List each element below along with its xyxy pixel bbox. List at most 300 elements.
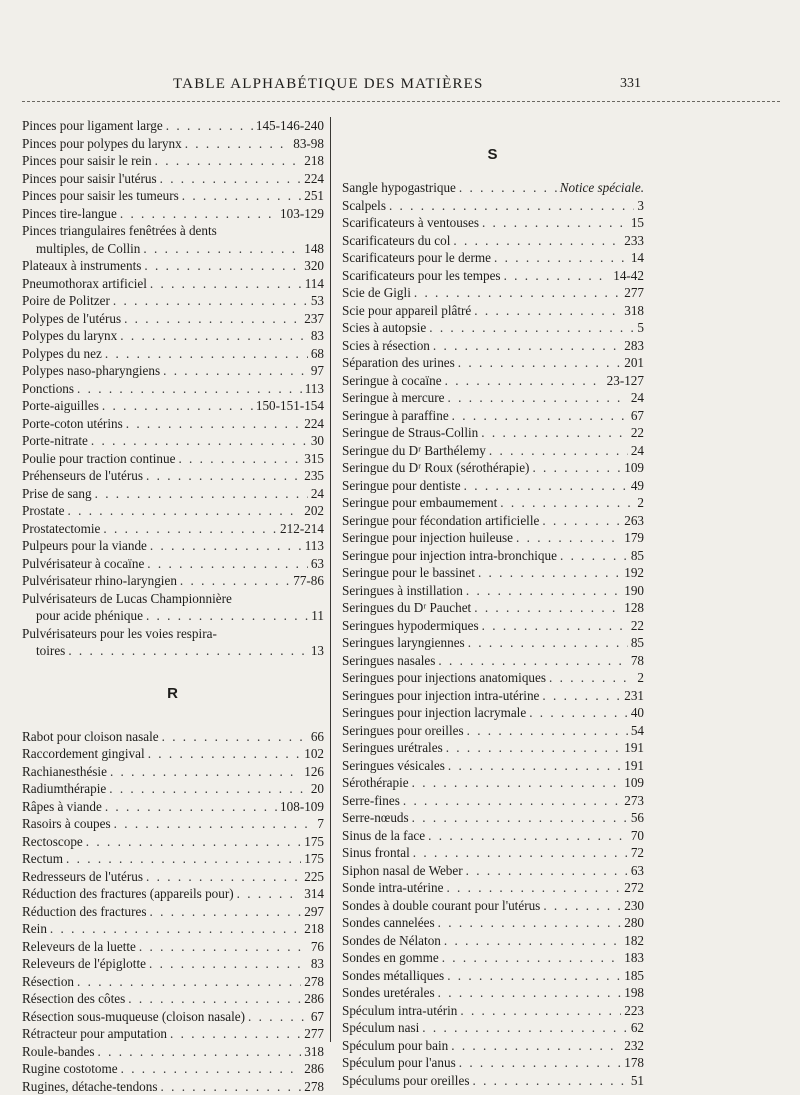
index-entry <box>342 1037 644 1055</box>
index-entry <box>22 1043 324 1061</box>
entry-label: Pulpeurs pour la viande <box>22 537 147 555</box>
index-entry <box>22 885 324 903</box>
index-entry <box>342 634 644 652</box>
entry-label: Pinces pour ligament large <box>22 117 163 135</box>
index-entry <box>22 275 324 293</box>
index-entry <box>22 955 324 973</box>
entry-label: pour acide phénique <box>22 607 143 625</box>
index-entry <box>342 722 644 740</box>
leader-dots <box>459 1054 621 1072</box>
leader-dots <box>110 763 301 781</box>
entry-page: 3 <box>637 197 644 215</box>
entry-label: Scie de Gigli <box>342 284 411 302</box>
index-entry <box>342 844 644 862</box>
leader-dots <box>146 467 301 485</box>
entry-page: 145-146-240 <box>256 117 324 135</box>
index-entry <box>22 555 324 573</box>
entry-label: Scalpels <box>342 197 386 215</box>
index-entry <box>22 187 324 205</box>
index-entry <box>342 582 644 600</box>
index-entry <box>342 512 644 530</box>
entry-page: 83 <box>311 955 324 973</box>
entry-label: Sérothérapie <box>342 774 409 792</box>
leader-dots <box>146 868 301 886</box>
entry-page: 68 <box>311 345 324 363</box>
leader-dots <box>448 757 621 775</box>
entry-page: 77-86 <box>293 572 324 590</box>
entry-label: multiples, de Collin <box>22 240 140 258</box>
entry-label: Sondes en gomme <box>342 949 439 967</box>
index-entry <box>342 424 644 442</box>
entry-page: 54 <box>631 722 644 740</box>
leader-dots <box>124 310 301 328</box>
index-entry <box>342 337 644 355</box>
entry-label: Porte-aiguilles <box>22 397 99 415</box>
entry-label: Pinces pour polypes du larynx <box>22 135 182 153</box>
entry-page: 22 <box>631 617 644 635</box>
entry-page: 22 <box>631 424 644 442</box>
entry-page: 278 <box>304 1078 324 1095</box>
entry-label: Seringues vésicales <box>342 757 445 775</box>
index-entry <box>22 397 324 415</box>
entry-page: 56 <box>631 809 644 827</box>
index-entry <box>22 728 324 746</box>
entry-label: Séparation des urines <box>342 354 455 372</box>
entry-page: 109 <box>624 459 644 477</box>
leader-dots <box>482 617 628 635</box>
entry-page: 63 <box>631 862 644 880</box>
spacer <box>22 660 324 676</box>
entry-page: 198 <box>624 984 644 1002</box>
index-entry <box>22 205 324 223</box>
entry-label: Polypes du larynx <box>22 327 117 345</box>
index-entry <box>342 704 644 722</box>
entry-page: 2 <box>637 494 644 512</box>
entry-label: Scies à résection <box>342 337 430 355</box>
index-entry <box>22 362 324 380</box>
entry-label: Scarificateurs pour le derme <box>342 249 491 267</box>
index-entry <box>342 1072 644 1090</box>
entry-label: Seringue à cocaïne <box>342 372 442 390</box>
index-entry <box>342 267 644 285</box>
leader-dots <box>144 257 301 275</box>
leader-dots <box>120 327 308 345</box>
index-list-r <box>22 728 324 1095</box>
index-entry <box>342 932 644 950</box>
entry-page: 212-214 <box>280 520 324 538</box>
index-entry <box>342 547 644 565</box>
index-entry <box>342 1002 644 1020</box>
entry-label: Sondes cannelées <box>342 914 435 932</box>
index-entry <box>22 327 324 345</box>
section-letter-r: R <box>22 676 324 712</box>
entry-label: Seringue pour embaumement <box>342 494 497 512</box>
leader-dots <box>474 599 621 617</box>
entry-page: 283 <box>624 337 644 355</box>
entry-page: 7 <box>317 815 324 833</box>
index-entry <box>22 310 324 328</box>
leader-dots <box>170 1025 301 1043</box>
entry-page: 2 <box>637 669 644 687</box>
entry-page: 76 <box>311 938 324 956</box>
entry-label: Pulvérisateurs de Lucas Championnière <box>22 590 232 608</box>
entry-label: Résection des côtes <box>22 990 125 1008</box>
leader-dots <box>466 582 621 600</box>
entry-page: 109 <box>624 774 644 792</box>
leader-dots <box>438 984 622 1002</box>
entry-label: Spéculum pour l'anus <box>342 1054 456 1072</box>
entry-page: 286 <box>304 1060 324 1078</box>
index-entry <box>22 745 324 763</box>
entry-page: 231 <box>624 687 644 705</box>
entry-label: Polypes de l'utérus <box>22 310 121 328</box>
entry-label: Spéculums pour oreilles <box>342 1072 469 1090</box>
entry-page: 66 <box>311 728 324 746</box>
entry-label: Poire de Politzer <box>22 292 110 310</box>
entry-page: 183 <box>624 949 644 967</box>
leader-dots <box>453 232 621 250</box>
entry-label: Seringues pour oreilles <box>342 722 464 740</box>
entry-label: Sondes uretérales <box>342 984 435 1002</box>
entry-page: 280 <box>624 914 644 932</box>
entry-label: Rasoirs à coupes <box>22 815 111 833</box>
entry-page: 30 <box>311 432 324 450</box>
entry-label: Pulvérisateur à cocaïne <box>22 555 144 573</box>
entry-label: Porte-coton utérins <box>22 415 123 433</box>
leader-dots <box>489 442 628 460</box>
entry-label: Rugines, détache-tendons <box>22 1078 158 1095</box>
entry-page: 320 <box>304 257 324 275</box>
leader-dots <box>139 938 308 956</box>
entry-label: Sonde intra-utérine <box>342 879 443 897</box>
index-entry <box>342 249 644 267</box>
entry-label: Seringues du Dʳ Pauchet <box>342 599 471 617</box>
entry-label: Seringues pour injections anatomiques <box>342 669 546 687</box>
entry-page: 40 <box>631 704 644 722</box>
entry-page: 23-127 <box>607 372 644 390</box>
entry-page: 182 <box>624 932 644 950</box>
entry-page: 286 <box>304 990 324 1008</box>
entry-label: Scarificateurs du col <box>342 232 450 250</box>
leader-dots <box>150 903 302 921</box>
index-entry <box>22 257 324 275</box>
index-entry <box>342 1019 644 1037</box>
leader-dots <box>448 389 628 407</box>
entry-page: 103-129 <box>280 205 324 223</box>
entry-page: 278 <box>304 973 324 991</box>
leader-dots <box>459 179 557 197</box>
entry-label: Polypes naso-pharyngiens <box>22 362 160 380</box>
entry-page: 14-42 <box>613 267 644 285</box>
index-entry <box>342 319 644 337</box>
entry-page: 51 <box>631 1072 644 1090</box>
leader-dots <box>442 949 622 967</box>
leader-dots <box>121 1060 302 1078</box>
entry-label: Plateaux à instruments <box>22 257 141 275</box>
entry-label: Seringue pour injection intra-bronchique <box>342 547 557 565</box>
entry-page: 85 <box>631 634 644 652</box>
entry-page: 235 <box>304 467 324 485</box>
entry-page: 83-98 <box>293 135 324 153</box>
entry-page: 102 <box>304 745 324 763</box>
section-letter-s: S <box>342 137 644 173</box>
entry-label: Redresseurs de l'utérus <box>22 868 143 886</box>
entry-page: 318 <box>304 1043 324 1061</box>
leader-dots <box>185 135 291 153</box>
leader-dots <box>166 117 253 135</box>
leader-dots <box>146 607 308 625</box>
entry-label: Seringues laryngiennes <box>342 634 465 652</box>
entry-label: Pinces tire-langue <box>22 205 117 223</box>
index-entry <box>342 687 644 705</box>
index-entry <box>22 415 324 433</box>
index-entry <box>22 798 324 816</box>
index-entry <box>22 292 324 310</box>
index-entry <box>342 827 644 845</box>
leader-dots <box>412 774 622 792</box>
entry-label: Réduction des fractures (appareils pour) <box>22 885 234 903</box>
entry-label: Râpes à viande <box>22 798 102 816</box>
leader-dots <box>389 197 634 215</box>
index-entry <box>22 973 324 991</box>
index-entry <box>22 815 324 833</box>
leader-dots <box>182 187 301 205</box>
entry-page: 263 <box>624 512 644 530</box>
entry-page: 114 <box>305 275 324 293</box>
index-entry <box>22 520 324 538</box>
index-entry <box>342 914 644 932</box>
entry-page: 67 <box>311 1008 324 1026</box>
leader-dots <box>445 372 604 390</box>
entry-page: 314 <box>304 885 324 903</box>
index-entry <box>22 903 324 921</box>
leader-dots <box>98 1043 302 1061</box>
leader-dots <box>120 205 277 223</box>
index-entry <box>342 862 644 880</box>
entry-page: 232 <box>624 1037 644 1055</box>
index-entry <box>22 135 324 153</box>
entry-label: Sinus frontal <box>342 844 410 862</box>
entry-label: Releveurs de l'épiglotte <box>22 955 146 973</box>
leader-dots <box>428 827 628 845</box>
entry-label: Rectum <box>22 850 63 868</box>
leader-dots <box>50 920 301 938</box>
leader-dots <box>466 862 628 880</box>
index-entry <box>22 642 324 660</box>
entry-label: Seringue pour dentiste <box>342 477 461 495</box>
leader-dots <box>452 407 628 425</box>
index-entry <box>342 879 644 897</box>
entry-label: Seringue à paraffine <box>342 407 449 425</box>
index-entry <box>342 967 644 985</box>
entry-label: Seringue pour fécondation artificielle <box>342 512 539 530</box>
entry-label: Scarificateurs à ventouses <box>342 214 479 232</box>
entry-label: Siphon nasal de Weber <box>342 862 463 880</box>
index-entry <box>22 537 324 555</box>
entry-page: 49 <box>631 477 644 495</box>
index-entry <box>22 432 324 450</box>
index-entry <box>342 372 644 390</box>
entry-page: 150-151-154 <box>256 397 324 415</box>
entry-label: Prise de sang <box>22 485 92 503</box>
entry-page: 67 <box>631 407 644 425</box>
entry-page: 237 <box>304 310 324 328</box>
entry-label: Résection <box>22 973 74 991</box>
leader-dots <box>451 1037 621 1055</box>
leader-dots <box>105 798 277 816</box>
entry-label: Seringue du Dʳ Barthélemy <box>342 442 486 460</box>
leader-dots <box>105 345 308 363</box>
index-entry <box>342 389 644 407</box>
index-entry <box>342 1054 644 1072</box>
entry-page: 62 <box>631 1019 644 1037</box>
entry-label: Pulvérisateurs pour les voies respira- <box>22 625 217 643</box>
index-entry <box>342 284 644 302</box>
entry-page: 191 <box>624 757 644 775</box>
entry-label: Pneumothorax artificiel <box>22 275 147 293</box>
entry-label: Serre-nœuds <box>342 809 409 827</box>
entry-page: 175 <box>304 850 324 868</box>
entry-label: Pinces triangulaires fenêtrées à dents <box>22 222 217 240</box>
entry-page: 178 <box>624 1054 644 1072</box>
index-entry <box>22 1060 324 1078</box>
entry-label: Polypes du nez <box>22 345 102 363</box>
leader-dots <box>549 669 634 687</box>
leader-dots <box>178 450 301 468</box>
leader-dots <box>109 780 308 798</box>
entry-label: Seringues pour injection lacrymale <box>342 704 526 722</box>
entry-page: 273 <box>624 792 644 810</box>
index-entry <box>342 897 644 915</box>
leader-dots <box>478 564 621 582</box>
leader-dots <box>149 955 308 973</box>
index-entry <box>22 345 324 363</box>
index-entry <box>342 599 644 617</box>
entry-label: Pinces pour saisir les tumeurs <box>22 187 179 205</box>
entry-page: 190 <box>624 582 644 600</box>
leader-dots <box>180 572 290 590</box>
entry-label: Porte-nitrate <box>22 432 88 450</box>
leader-dots <box>160 170 302 188</box>
leader-dots <box>542 512 621 530</box>
index-list-p <box>22 117 324 660</box>
entry-page: 72 <box>631 844 644 862</box>
leader-dots <box>543 897 621 915</box>
entry-page: 63 <box>311 555 324 573</box>
index-entry <box>22 170 324 188</box>
index-entry <box>22 607 324 625</box>
leader-dots <box>500 494 634 512</box>
entry-page: 277 <box>624 284 644 302</box>
entry-label: Réduction des fractures <box>22 903 147 921</box>
running-title: TABLE ALPHABÉTIQUE DES MATIÈRES <box>173 76 484 93</box>
entry-label: Rétracteur pour amputation <box>22 1025 167 1043</box>
leader-dots <box>412 809 628 827</box>
index-entry <box>22 152 324 170</box>
index-entry <box>22 222 324 240</box>
index-entry <box>22 502 324 520</box>
leader-dots <box>429 319 634 337</box>
index-entry <box>22 572 324 590</box>
index-entry <box>342 214 644 232</box>
index-entry <box>342 494 644 512</box>
entry-label: Pinces pour saisir l'utérus <box>22 170 157 188</box>
leader-dots <box>422 1019 628 1037</box>
entry-label: Prostatectomie <box>22 520 100 538</box>
leader-dots <box>66 850 301 868</box>
entry-page: 14 <box>631 249 644 267</box>
leader-dots <box>95 485 308 503</box>
entry-label: toires <box>22 642 65 660</box>
leader-dots <box>438 652 627 670</box>
index-entry <box>342 442 644 460</box>
entry-label: Seringue pour injection huileuse <box>342 529 513 547</box>
entry-page: 201 <box>624 354 644 372</box>
leader-dots <box>414 284 621 302</box>
leader-dots <box>481 424 628 442</box>
entry-label: Ponctions <box>22 380 74 398</box>
index-entry <box>342 302 644 320</box>
leader-dots <box>494 249 628 267</box>
entry-page: 224 <box>304 415 324 433</box>
column-divider <box>330 117 331 1042</box>
entry-page: 148 <box>304 240 324 258</box>
entry-label: Seringue de Straus-Collin <box>342 424 478 442</box>
entry-page: 315 <box>304 450 324 468</box>
index-entry <box>342 529 644 547</box>
leader-dots <box>147 555 308 573</box>
leader-dots <box>77 973 301 991</box>
entry-page: 225 <box>304 868 324 886</box>
entry-label: Radiumthérapie <box>22 780 106 798</box>
entry-label: Rectoscope <box>22 833 83 851</box>
entry-label: Rabot pour cloison nasale <box>22 728 159 746</box>
index-entry <box>342 652 644 670</box>
index-entry <box>342 459 644 477</box>
entry-page: 224 <box>304 170 324 188</box>
leader-dots <box>542 687 621 705</box>
index-entry <box>342 407 644 425</box>
entry-page: 113 <box>305 537 324 555</box>
leader-dots <box>403 792 621 810</box>
entry-label: Seringues hypodermiques <box>342 617 479 635</box>
leader-dots <box>248 1008 308 1026</box>
leader-dots <box>444 932 621 950</box>
index-entry <box>342 564 644 582</box>
entry-page: 24 <box>631 389 644 407</box>
index-entry <box>342 669 644 687</box>
entry-page: 13 <box>311 642 324 660</box>
entry-page: 70 <box>631 827 644 845</box>
index-entry <box>22 625 324 643</box>
spacer <box>342 117 644 137</box>
entry-page: 108-109 <box>280 798 324 816</box>
entry-page: 83 <box>311 327 324 345</box>
entry-page: 113 <box>305 380 324 398</box>
entry-label: Scies à autopsie <box>342 319 426 337</box>
leader-dots <box>516 529 621 547</box>
leader-dots <box>162 728 308 746</box>
index-entry <box>22 450 324 468</box>
entry-label: Rein <box>22 920 47 938</box>
entry-label: Sondes à double courant pour l'utérus <box>342 897 540 915</box>
leader-dots <box>446 739 622 757</box>
entry-label: Seringue du Dʳ Roux (sérothérapie) <box>342 459 529 477</box>
entry-label: Seringues urétrales <box>342 739 443 757</box>
leader-dots <box>102 397 253 415</box>
entry-label: Seringues nasales <box>342 652 435 670</box>
page-header <box>0 76 800 96</box>
